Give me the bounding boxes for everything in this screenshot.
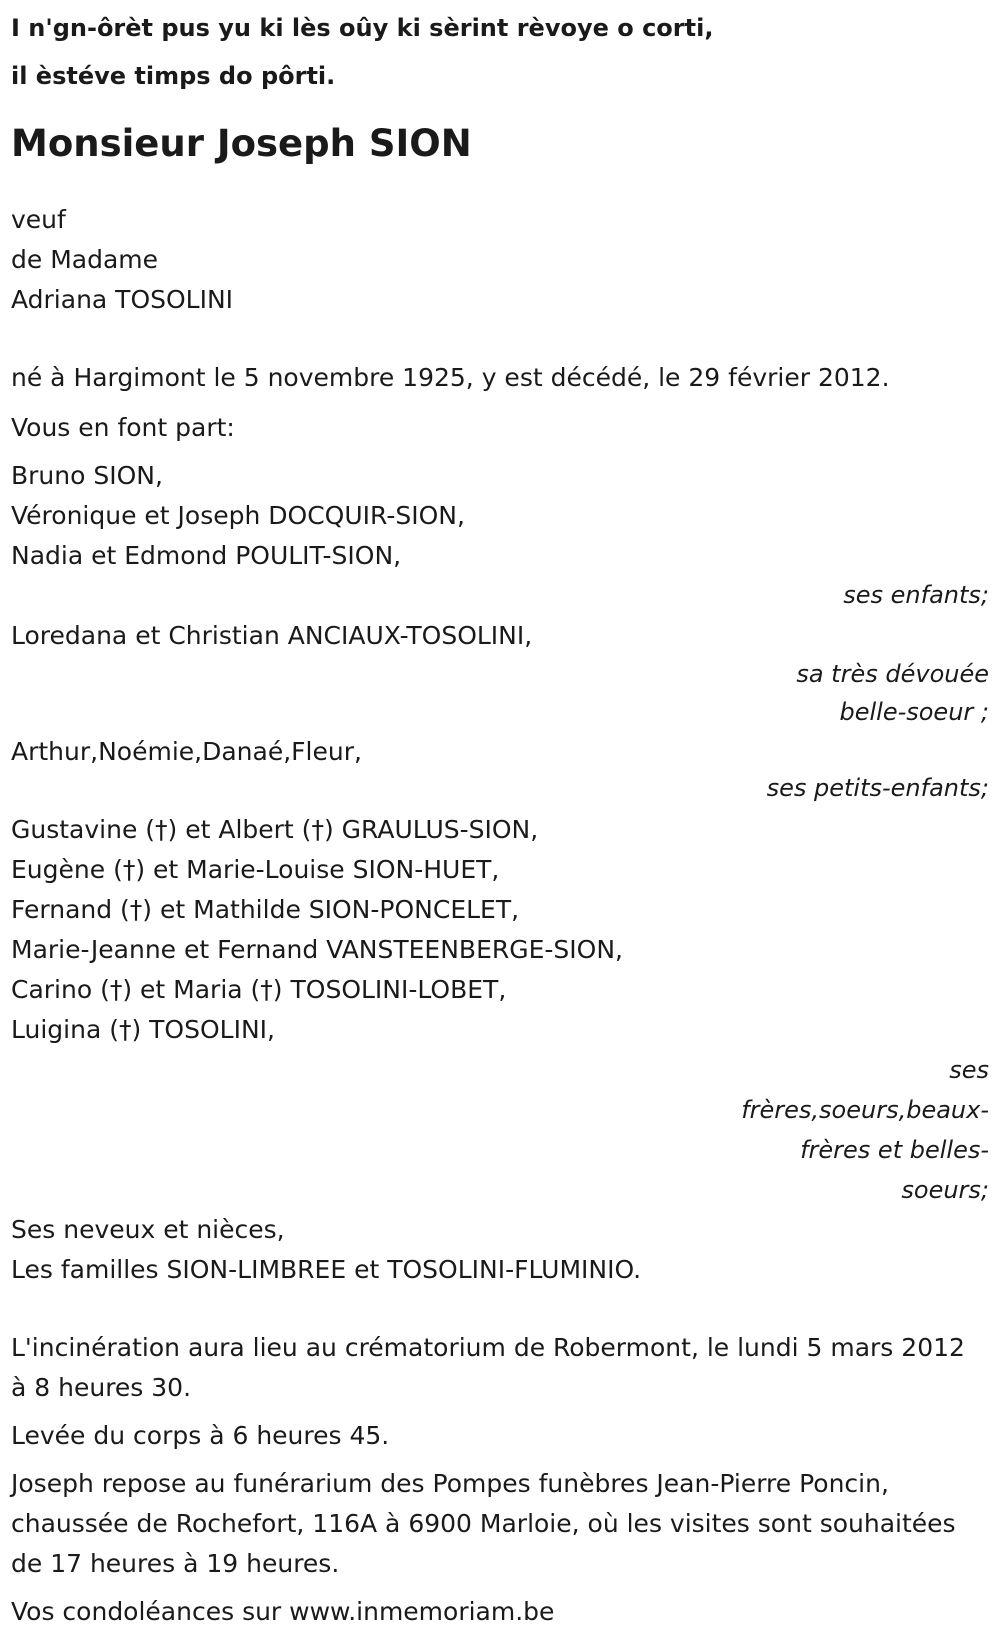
siblings-relation-3: frères et belles- [800,1136,989,1164]
others-line-2: Les familles SION-LIMBREE et TOSOLINI-FLUMINIO. [11,1255,642,1284]
siblings-relation-4: soeurs; [901,1176,989,1204]
sister-in-law-block [11,616,989,732]
child-name: Bruno SION, [11,461,163,490]
siblings-relation-2: frères,soeurs,beaux- [741,1096,989,1124]
children-block [11,456,989,614]
others-line-1: Ses neveux et nièces, [11,1215,285,1244]
epigraph-line-1: I n'gn-ôrèt pus yu ki lès oûy ki sèrint rèvoye o corti, [11,14,714,42]
grandchildren-block [11,732,989,808]
sibling-name: Luigina (†) TOSOLINI, [11,1015,275,1044]
funerarium-paragraph: Joseph repose au funérarium des Pompes funèbres Jean-Pierre Poncin, chaussée de Rochefort, 116A à 6900 Marloie, où les visites sont souhaitées de 17 heures à 19 heures. [11,1469,956,1578]
sister-in-law-relation-2: belle-soeur ; [839,698,989,726]
children-relation: ses enfants; [843,581,989,609]
others-block [11,1210,989,1290]
condolences-line: Vos condoléances sur www.inmemoriam.be [11,1597,555,1626]
child-name: Véronique et Joseph DOCQUIR-SION, [11,501,465,530]
deceased-name: Monsieur Joseph SION [11,122,472,165]
widow-line-1: veuf [11,205,66,234]
sister-in-law-relation-1: sa très dévouée [796,660,989,688]
widow-line-2: de Madame [11,245,159,274]
announcement-intro: Vous en font part: [11,413,235,442]
cremation-paragraph: L'incinération aura lieu au crématorium de Robermont, le lundi 5 mars 2012 à 8 heures 30. [11,1333,965,1402]
siblings-block [11,810,989,1210]
obituary-notice [11,0,989,1632]
sibling-name: Fernand (†) et Mathilde SION-PONCELET, [11,895,520,924]
obituary-body [11,168,989,1632]
grandchildren-names: Arthur,Noémie,Danaé,Fleur, [11,737,362,766]
birth-death-line: né à Hargimont le 5 novembre 1925, y est décédé, le 29 février 2012. [11,363,890,392]
sibling-name: Gustavine (†) et Albert (†) GRAULUS-SION, [11,815,539,844]
levee-line: Levée du corps à 6 heures 45. [11,1421,390,1450]
sibling-name: Carino (†) et Maria (†) TOSOLINI-LOBET, [11,975,507,1004]
sibling-name: Marie-Jeanne et Fernand VANSTEENBERGE-SION, [11,935,623,964]
child-name: Nadia et Edmond POULIT-SION, [11,541,402,570]
epigraph [11,0,989,100]
sibling-name: Eugène (†) et Marie-Louise SION-HUET, [11,855,500,884]
widow-line-3: Adriana TOSOLINI [11,285,234,314]
grandchildren-relation: ses petits-enfants; [766,774,989,802]
sister-in-law-name: Loredana et Christian ANCIAUX-TOSOLINI, [11,621,533,650]
epigraph-line-2: il èstéve timps do pôrti. [11,62,336,90]
siblings-relation-1: ses [949,1056,989,1084]
